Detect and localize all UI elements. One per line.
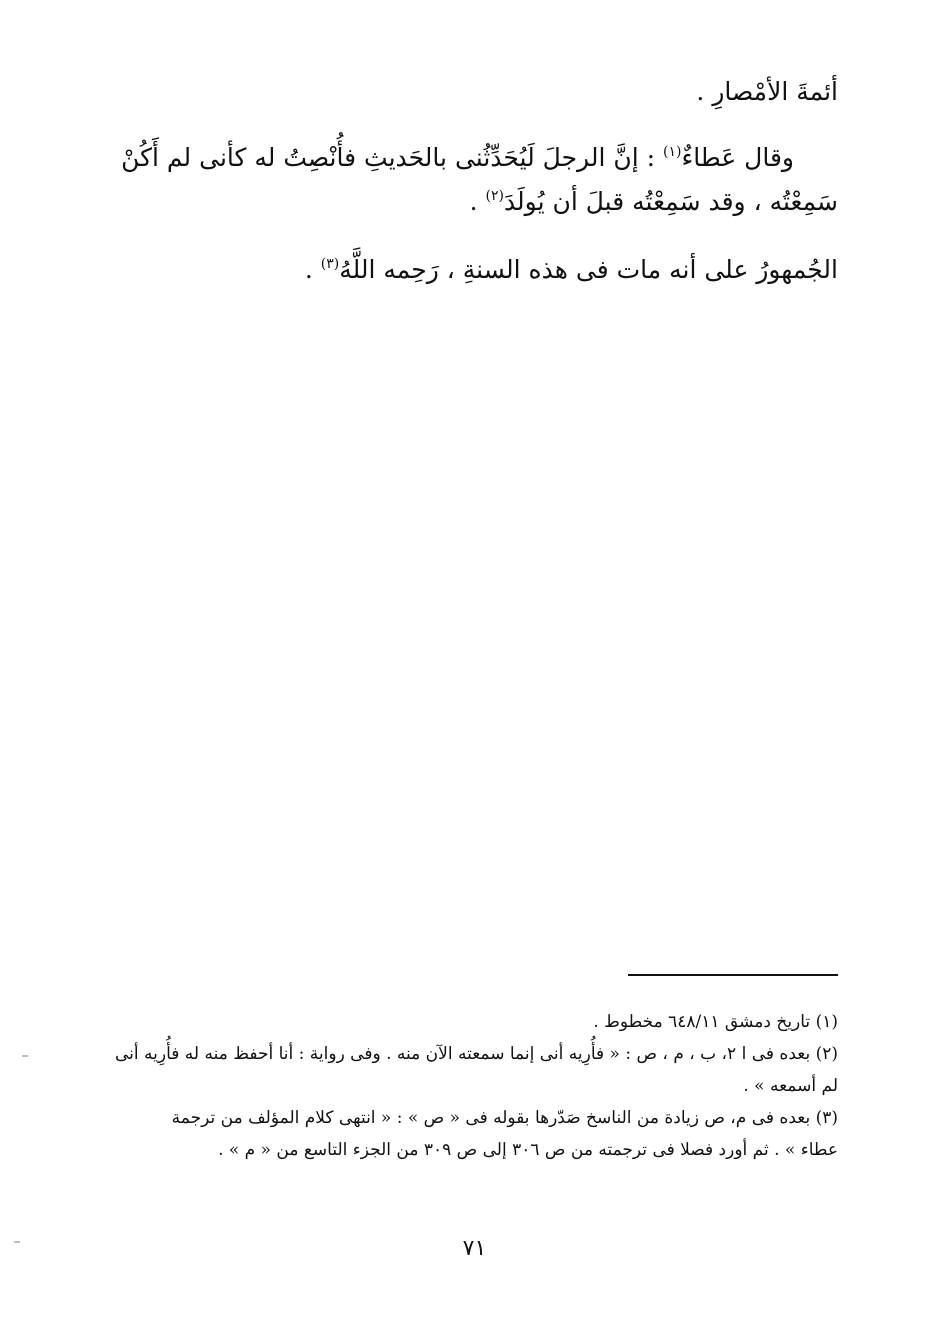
footnote-ref: (٣): [320, 256, 340, 272]
text-line: [121, 136, 838, 180]
footnotes: [115, 1006, 838, 1166]
footnote-3-continued: عطاء » . ثم أورد فصلا فى ترجمته من ص ٣٠٦ إلى ص ٣٠٩ من الجزء التاسع من « م » .: [218, 1140, 838, 1160]
page-number: ٧١: [462, 1236, 487, 1261]
footnote-ref: (١): [662, 144, 682, 160]
footnote-separator: [628, 974, 838, 976]
paragraph-3: [126, 248, 838, 292]
footnote-2-continued: لم أسمعه » .: [743, 1076, 838, 1096]
paragraph-2: [121, 136, 838, 224]
text-line: أئمةَ الأمْصارِ .: [696, 77, 838, 106]
text-line: [126, 248, 838, 292]
text-run: الجُمهورُ على أنه مات فى هذه السنةِ ، رَحِمه اللَّهُ: [339, 255, 838, 284]
text-run: : إنَّ الرجلَ لَيُحَدِّثُنى بالحَديثِ فأُنْصِتُ له كأنى لم أَكُنْ: [121, 143, 663, 172]
footnote-1: (١) تاريخ دمشق ٦٤٨/١١ مخطوط .: [593, 1012, 838, 1032]
paragraph-1: [126, 70, 838, 114]
text-run: .: [304, 255, 321, 284]
footnote-2: (٢) بعده فى ا ٢، ب ، م ، ص : « فأُرِيه أنى إنما سمعته الآن منه . وفى رواية : أنا أحفظ منه له فأُرِيه أنى: [115, 1044, 838, 1064]
scan-speck: [14, 1241, 20, 1243]
text-line: [126, 180, 838, 224]
footnote-ref: (٢): [485, 188, 504, 204]
text-run: سَمِعْتُه ، وقد سَمِعْتُه قبلَ أن يُولَدَ: [503, 187, 838, 216]
text-run: وقال عَطاءٌ: [681, 143, 794, 172]
text-run: .: [469, 187, 486, 216]
scan-speck: [22, 1055, 28, 1057]
footnote-3: (٣) بعده فى م، ص زيادة من الناسخ صَدّرها بقوله فى « ص » : « انتهى كلام المؤلف من ترجمة: [171, 1108, 838, 1128]
